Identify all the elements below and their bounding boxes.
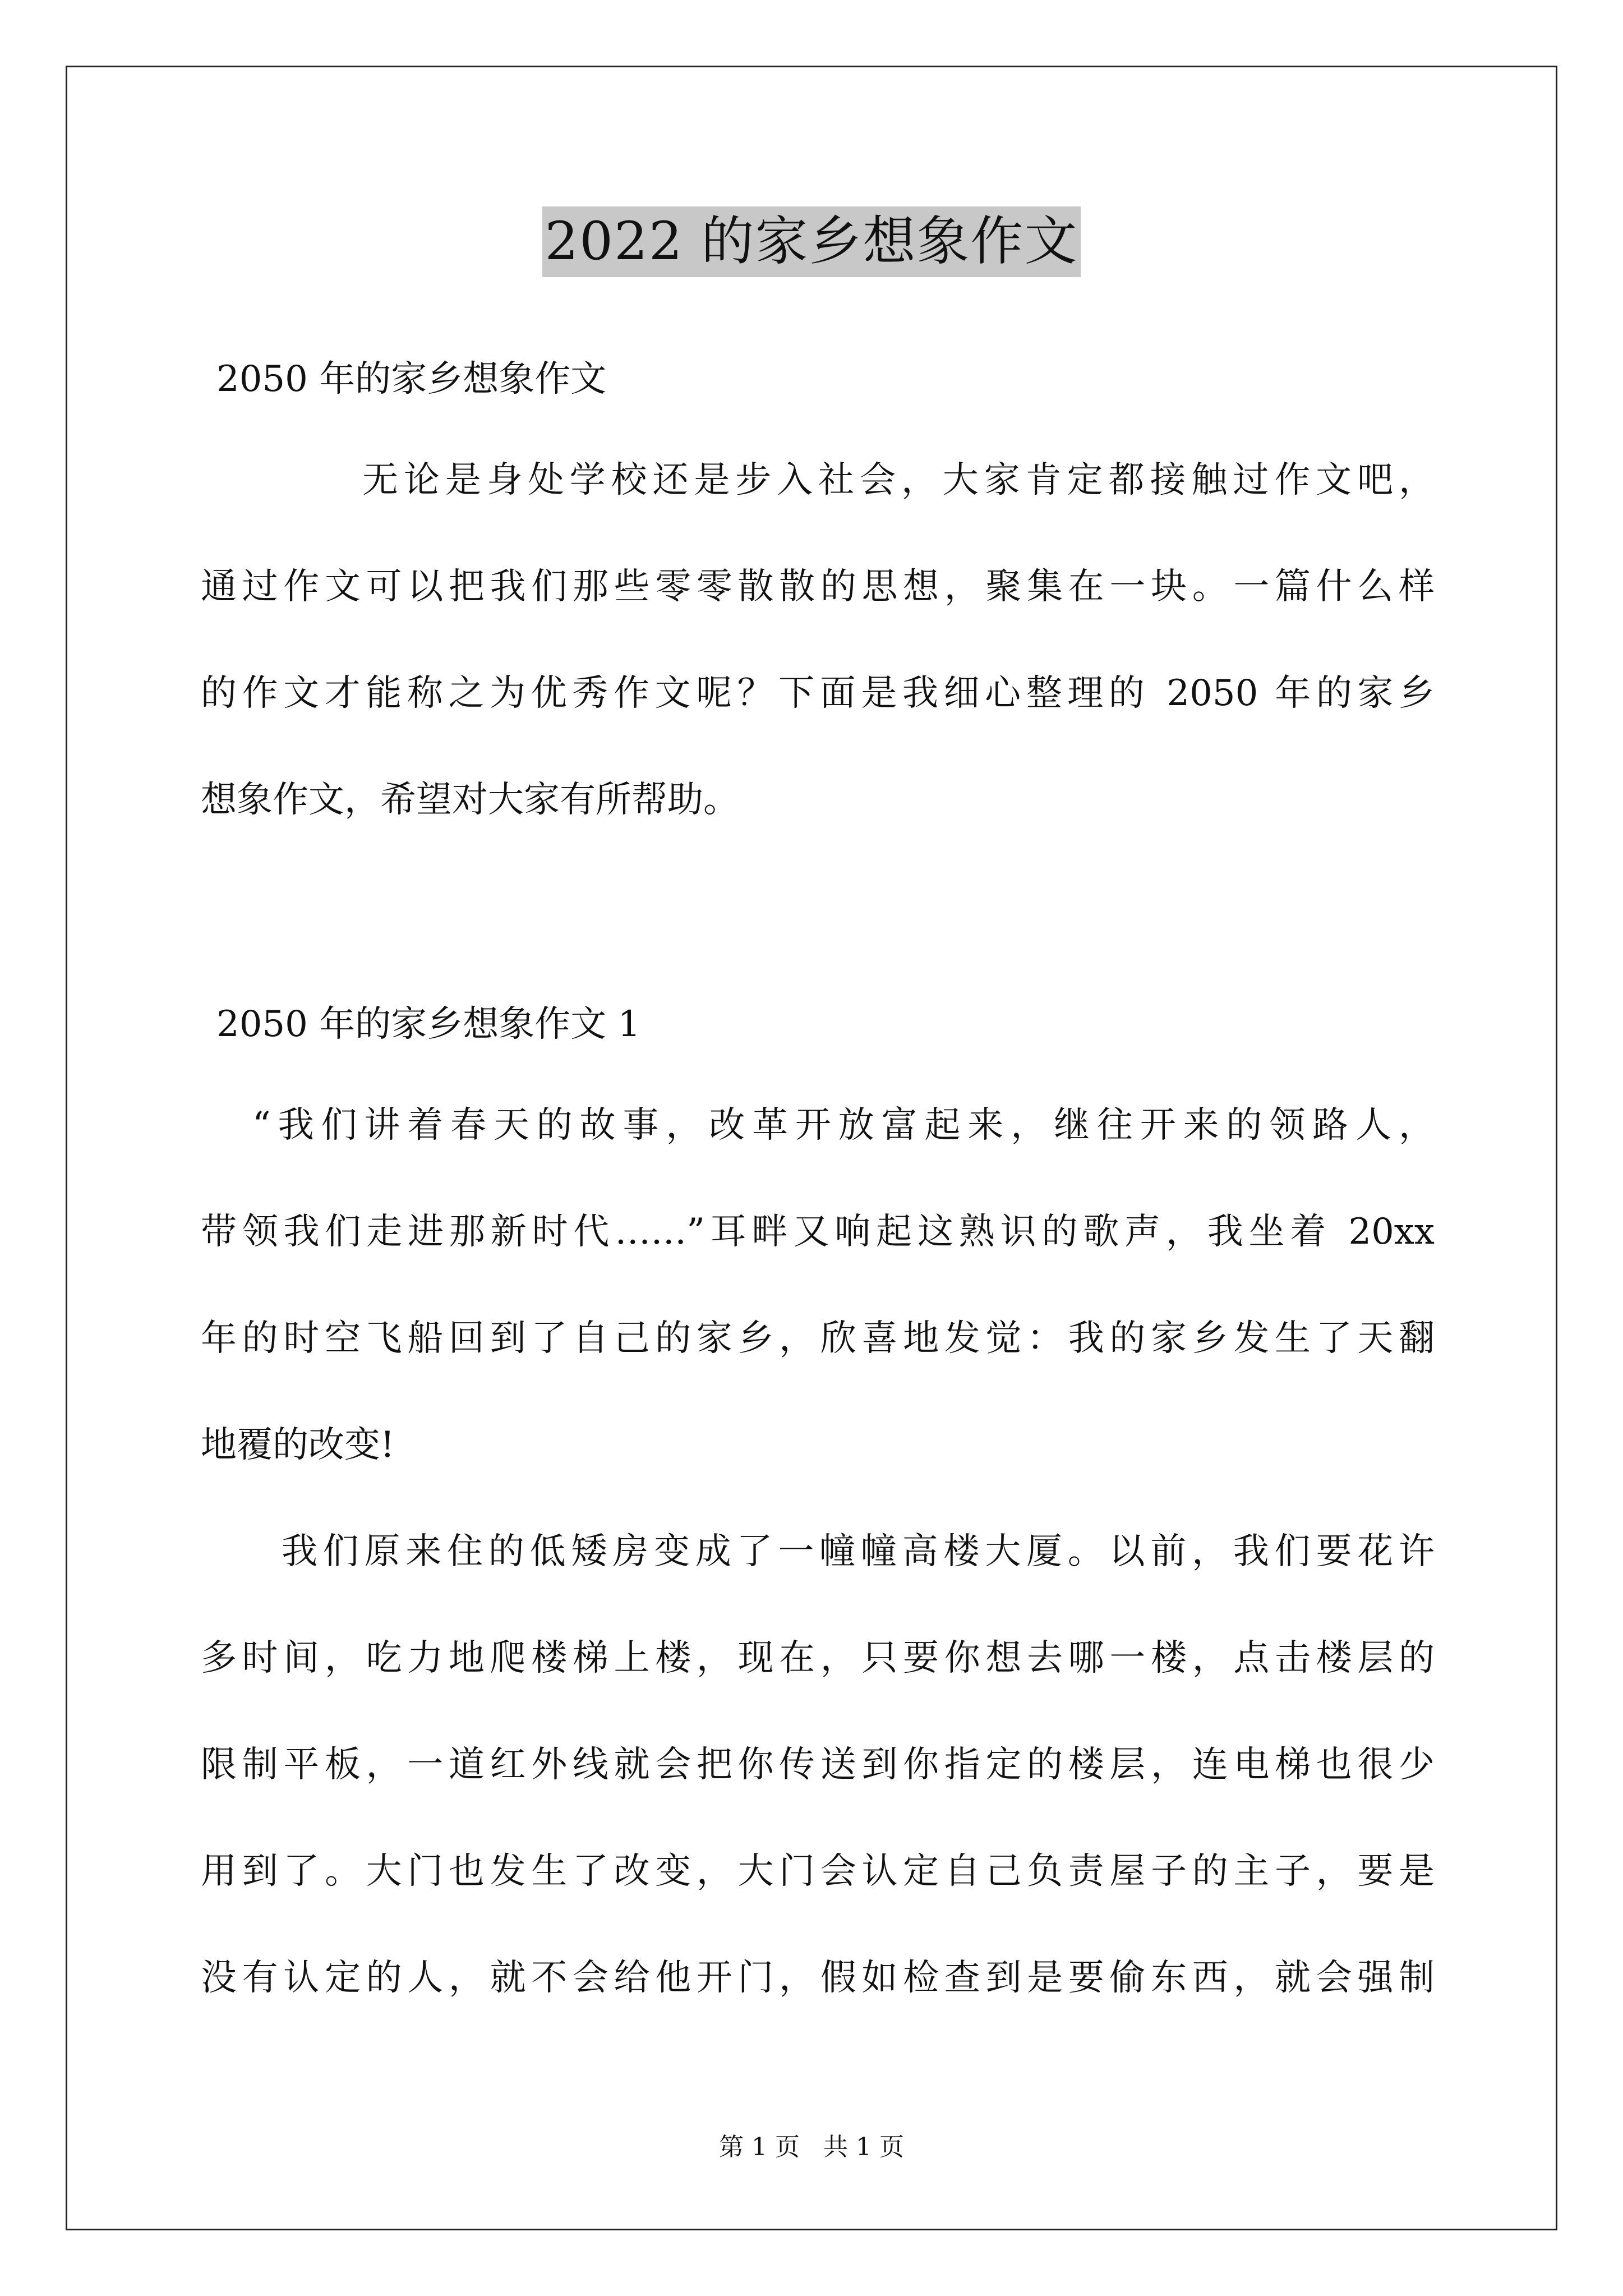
paragraph-line: “我们讲着春天的故事，改革开放富起来，继往开来的领路人， [252, 1105, 1435, 1146]
paragraph-line: 带领我们走进那新时代……”耳畔又响起这熟识的歌声，我坐着 20xx [201, 1211, 1435, 1253]
paragraph-line: 多时间，吃力地爬楼梯上楼，现在，只要你想去哪一楼，点击楼层的 [201, 1637, 1435, 1679]
intro-line: 通过作文可以把我们那些零零散散的思想，聚集在一块。一篇什么样 [201, 566, 1435, 608]
paragraph-line: 年的时空飞船回到了自己的家乡，欣喜地发觉：我的家乡发生了天翻 [201, 1318, 1435, 1359]
paragraph-line: 用到了。大门也发生了改变，大门会认定自己负责屋子的主子，要是 [201, 1851, 1435, 1892]
document-title: 2022 的家乡想象作文 [542, 206, 1080, 277]
document-subtitle: 2050 年的家乡想象作文 [216, 358, 607, 400]
section-heading: 2050 年的家乡想象作文 1 [216, 1004, 641, 1045]
paragraph-line: 我们原来住的低矮房变成了一幢幢高楼大厦。以前，我们要花许 [282, 1531, 1435, 1572]
paragraph-line: 地覆的改变! [201, 1424, 395, 1466]
paragraph-line: 限制平板，一道红外线就会把你传送到你指定的楼层，连电梯也很少 [201, 1744, 1435, 1786]
intro-line: 的作文才能称之为优秀作文呢？下面是我细心整理的 2050 年的家乡 [201, 673, 1435, 714]
title-block [0, 206, 1623, 277]
paragraph-line: 没有认定的人，就不会给他开门，假如检查到是要偷东西，就会强制 [201, 1957, 1435, 1999]
intro-line: 想象作文，希望对大家有所帮助。 [201, 779, 739, 821]
page-footer: 第 1 页 共 1 页 [719, 2133, 904, 2161]
intro-line: 无论是身处学校还是步入社会，大家肯定都接触过作文吧， [362, 459, 1435, 501]
